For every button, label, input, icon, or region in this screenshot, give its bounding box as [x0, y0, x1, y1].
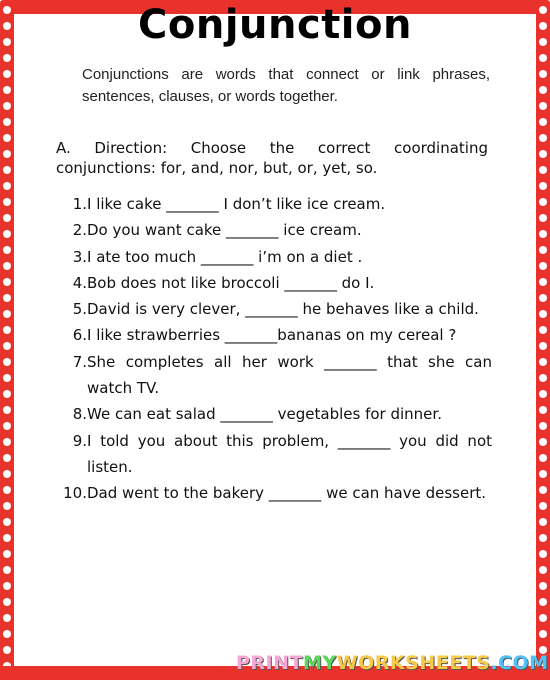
exercise-item — [56, 349, 492, 402]
exercise-item — [56, 428, 492, 481]
border-dot — [539, 310, 547, 318]
border-dot — [3, 342, 11, 350]
exercise-item — [56, 270, 492, 296]
left-border-dots — [0, 0, 14, 680]
item-text: Bob does not like broccoli _______ do I. — [87, 273, 375, 292]
border-dot — [539, 294, 547, 302]
border-dot — [3, 134, 11, 142]
item-number: 9. — [72, 431, 87, 450]
border-dot — [539, 566, 547, 574]
border-dot — [3, 358, 11, 366]
border-dot — [539, 150, 547, 158]
border-dot — [3, 278, 11, 286]
border-dot — [3, 502, 11, 510]
border-dot — [3, 598, 11, 606]
direction-text: A. Direction: Choose the correct coordinating conjunctions: for, and, nor, but, or, yet, so. — [56, 139, 488, 177]
border-dot — [3, 230, 11, 238]
border-dot — [539, 598, 547, 606]
border-dot — [539, 438, 547, 446]
border-dot — [3, 86, 11, 94]
border-dot — [3, 582, 11, 590]
logo-part-my: MY — [303, 652, 337, 674]
intro-definition: Conjunctions are words that connect or link phrases, sentences, clauses, or words together. — [82, 66, 490, 105]
border-dot — [3, 518, 11, 526]
border-dot — [3, 102, 11, 110]
item-text: She completes all her work _______ that she can watch TV. — [87, 352, 492, 398]
border-dot — [539, 86, 547, 94]
border-dot — [3, 150, 11, 158]
border-dot — [539, 134, 547, 142]
item-number: 7. — [72, 352, 87, 371]
border-dot — [539, 70, 547, 78]
border-dot — [3, 262, 11, 270]
border-dot — [3, 326, 11, 334]
border-dot — [539, 182, 547, 190]
item-number: 6. — [72, 326, 87, 345]
exercise-item — [56, 401, 492, 427]
border-dot — [3, 406, 11, 414]
item-text: I like cake _______ I don’t like ice cream. — [87, 195, 386, 213]
border-dot — [539, 630, 547, 638]
item-number: 2. — [72, 221, 87, 240]
border-dot — [3, 294, 11, 302]
logo-part-worksheets: WORKSHEETS — [336, 652, 491, 674]
border-dot — [3, 630, 11, 638]
border-dot — [3, 486, 11, 494]
border-dot — [539, 246, 547, 254]
border-dot — [539, 166, 547, 174]
border-dot — [3, 310, 11, 318]
item-text: Dad went to the bakery _______ we can have dessert. — [87, 484, 487, 503]
logo-part-com: .COM — [490, 652, 549, 674]
border-dot — [3, 438, 11, 446]
border-dot — [3, 246, 11, 254]
border-dot — [539, 470, 547, 478]
border-dot — [539, 454, 547, 462]
border-dot — [3, 70, 11, 78]
exercise-list — [56, 191, 492, 507]
border-dot — [539, 550, 547, 558]
item-number: 4. — [72, 273, 87, 292]
border-dot — [539, 230, 547, 238]
item-text: I told you about this problem, _______ you did not listen. — [87, 431, 492, 476]
border-dot — [539, 358, 547, 366]
item-number: 1. — [72, 195, 87, 213]
item-text: David is very clever, _______ he behaves like a child. — [87, 300, 479, 319]
border-dot — [539, 422, 547, 430]
border-dot — [3, 566, 11, 574]
border-dot — [3, 614, 11, 622]
border-dot — [3, 550, 11, 558]
exercise-item — [56, 480, 492, 506]
border-dot — [539, 502, 547, 510]
border-dot — [3, 534, 11, 542]
border-dot — [539, 54, 547, 62]
border-dot — [3, 454, 11, 462]
border-dot — [539, 214, 547, 222]
border-dot — [539, 518, 547, 526]
right-border-dots — [536, 0, 550, 680]
exercise-item — [56, 322, 492, 348]
border-dot — [3, 198, 11, 206]
border-dot — [539, 342, 547, 350]
border-dot — [539, 118, 547, 126]
border-dot — [3, 166, 11, 174]
item-number: 10. — [63, 484, 87, 503]
item-number: 5. — [72, 300, 87, 319]
exercise-item — [56, 217, 492, 243]
border-dot — [3, 390, 11, 398]
border-dot — [3, 214, 11, 222]
border-dot — [539, 262, 547, 270]
border-dot — [539, 406, 547, 414]
border-dot — [539, 534, 547, 542]
border-dot — [3, 422, 11, 430]
border-dot — [539, 486, 547, 494]
border-dot — [3, 118, 11, 126]
exercise-item — [56, 296, 492, 322]
border-dot — [539, 278, 547, 286]
item-text: I like strawberries _______bananas on my cereal ? — [87, 326, 457, 345]
item-text: Do you want cake _______ ice cream. — [87, 221, 362, 240]
border-dot — [3, 646, 11, 654]
page-title: Conjunction — [138, 2, 412, 48]
border-dot — [3, 54, 11, 62]
border-dot — [539, 198, 547, 206]
border-dot — [3, 182, 11, 190]
border-dot — [539, 582, 547, 590]
item-text: We can eat salad _______ vegetables for dinner. — [87, 405, 442, 424]
border-dot — [539, 326, 547, 334]
border-dot — [3, 470, 11, 478]
logo-part-print: PRINT — [236, 652, 303, 674]
border-dot — [539, 102, 547, 110]
exercise-item — [56, 191, 492, 217]
item-number: 8. — [72, 405, 87, 424]
item-number: 3. — [72, 247, 87, 266]
exercise-item — [56, 244, 492, 270]
printmyworksheets-logo — [236, 652, 549, 674]
item-text: I ate too much _______ i’m on a diet . — [87, 247, 363, 266]
border-dot — [539, 374, 547, 382]
border-dot — [539, 390, 547, 398]
border-dot — [3, 374, 11, 382]
border-dot — [539, 614, 547, 622]
